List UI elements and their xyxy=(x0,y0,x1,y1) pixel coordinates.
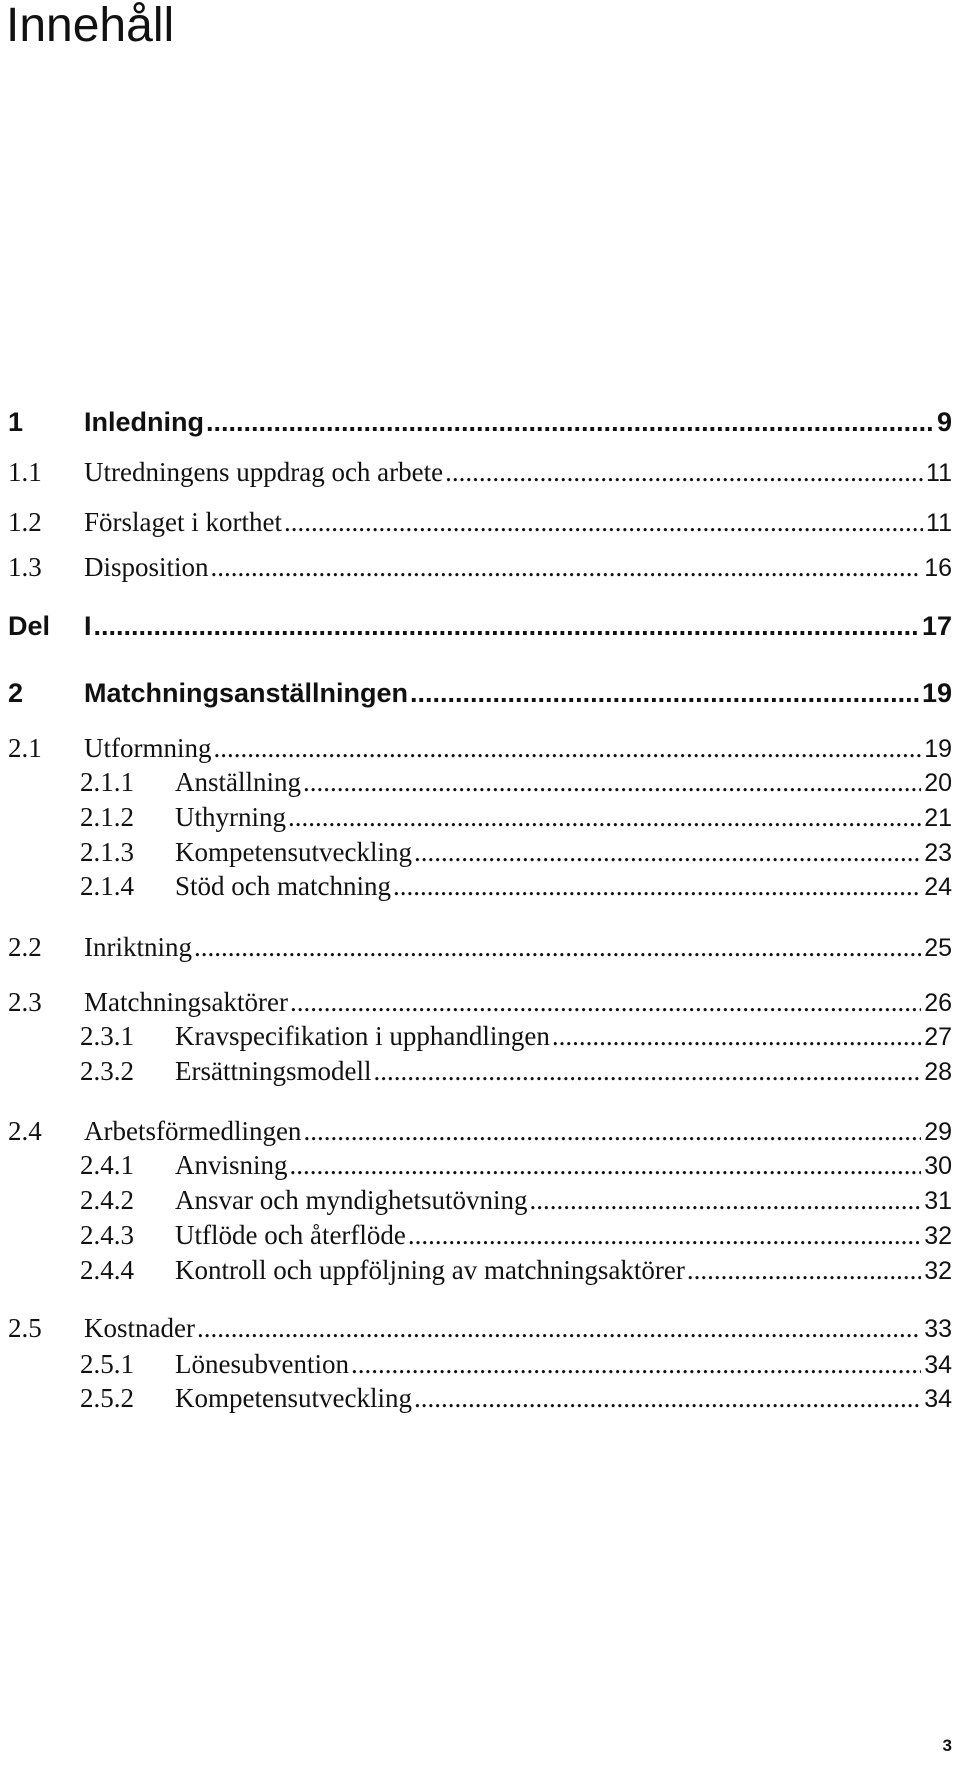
toc-entry-page: 30 xyxy=(924,1152,952,1180)
toc-entry-page: 26 xyxy=(924,989,952,1017)
dot-leader xyxy=(552,1019,921,1053)
toc-entry-number: 1.3 xyxy=(8,552,42,582)
page-number: 3 xyxy=(942,1736,952,1755)
toc-entry[interactable] xyxy=(8,505,952,539)
dot-leader xyxy=(290,1148,922,1182)
toc-entry-title: Utformning xyxy=(84,733,212,763)
toc-entry-number: 2.1.2 xyxy=(80,802,134,832)
toc-entry-number: 2.5 xyxy=(8,1313,42,1343)
toc-entry[interactable] xyxy=(80,800,952,834)
toc-entry-title: Inriktning xyxy=(84,932,192,962)
toc-entry[interactable] xyxy=(8,1311,952,1345)
toc-entry-number: 2.1.1 xyxy=(80,767,134,797)
toc-entry-number: 2.1 xyxy=(8,733,42,763)
dot-leader xyxy=(687,1253,921,1287)
dot-leader xyxy=(214,731,922,765)
toc-entry[interactable] xyxy=(8,1114,952,1148)
toc-entry-page: 24 xyxy=(924,873,952,901)
toc-entry-page: 32 xyxy=(924,1257,952,1285)
toc-entry-number: 2.3.2 xyxy=(80,1056,134,1086)
dot-leader xyxy=(290,985,921,1019)
dot-leader xyxy=(206,405,934,439)
dot-leader xyxy=(303,765,921,799)
dot-leader xyxy=(284,505,923,539)
toc-entry-number: 2.1.3 xyxy=(80,837,134,867)
toc-entry-title: Inledning xyxy=(84,407,204,437)
toc-entry-page: 34 xyxy=(924,1385,952,1413)
toc-entry[interactable] xyxy=(8,455,952,489)
toc-entry-page: 17 xyxy=(921,611,952,641)
toc-entry-page: 25 xyxy=(924,934,952,962)
toc-entry[interactable] xyxy=(80,1253,952,1287)
toc-entry-number: 2.4.1 xyxy=(80,1150,134,1180)
page-title: Innehåll xyxy=(6,0,175,52)
dot-leader xyxy=(373,1054,921,1088)
toc-entry[interactable] xyxy=(80,869,952,903)
toc-entry[interactable] xyxy=(8,609,952,643)
toc-entry-title: Kompetensutveckling xyxy=(175,837,412,867)
dot-leader xyxy=(445,455,923,489)
toc-entry-page: 11 xyxy=(926,509,952,537)
toc-entry[interactable] xyxy=(8,405,952,439)
toc-entry-number: 2.1.4 xyxy=(80,871,134,901)
dot-leader xyxy=(288,800,921,834)
toc-entry-number: 2.2 xyxy=(8,932,42,962)
toc-entry-title: Arbetsförmedlingen xyxy=(84,1116,302,1146)
toc-entry[interactable] xyxy=(80,1183,952,1217)
toc-entry-title: Ansvar och myndighetsutövning xyxy=(175,1185,528,1215)
toc-entry[interactable] xyxy=(80,835,952,869)
toc-entry[interactable] xyxy=(80,1148,952,1182)
toc-entry[interactable] xyxy=(8,930,952,964)
toc-entry-title: Stöd och matchning xyxy=(175,871,391,901)
toc-entry-page: 29 xyxy=(924,1118,952,1146)
toc-entry-page: 19 xyxy=(924,735,952,763)
toc-entry-page: 27 xyxy=(924,1023,952,1051)
toc-entry[interactable] xyxy=(80,765,952,799)
toc-entry-title: Utredningens uppdrag och arbete xyxy=(84,457,444,487)
toc-entry-page: 20 xyxy=(924,769,952,797)
toc-entry-title: Uthyrning xyxy=(175,802,286,832)
toc-entry-title: Matchningsanställningen xyxy=(84,678,409,708)
toc-entry-page: 21 xyxy=(924,804,952,832)
dot-leader xyxy=(197,1311,921,1345)
toc-entry-number: 2.4 xyxy=(8,1116,42,1146)
toc-entry[interactable] xyxy=(8,550,952,584)
toc-entry[interactable] xyxy=(80,1054,952,1088)
toc-entry[interactable] xyxy=(8,985,952,1019)
toc-entry-page: 11 xyxy=(926,459,952,487)
toc-entry-title: Matchningsaktörer xyxy=(84,987,288,1017)
toc-entry-page: 31 xyxy=(924,1187,952,1215)
toc-entry-number: 1.1 xyxy=(8,457,42,487)
toc-entry-title: Anvisning xyxy=(175,1150,288,1180)
toc-entry-title: Utflöde och återflöde xyxy=(175,1220,406,1250)
toc-entry-page: 33 xyxy=(924,1315,952,1343)
toc-entry-number: 2.5.2 xyxy=(80,1383,134,1413)
dot-leader xyxy=(351,1347,921,1381)
toc-entry-page: 34 xyxy=(924,1351,952,1379)
toc-entry[interactable] xyxy=(8,731,952,765)
toc-entry-number: 2.3.1 xyxy=(80,1021,134,1051)
toc-entry[interactable] xyxy=(80,1381,952,1415)
toc-entry-number: 2.3 xyxy=(8,987,42,1017)
toc-entry-number: Del xyxy=(8,611,51,641)
toc-entry-number: 1 xyxy=(8,407,24,437)
toc-entry-title: Kontroll och uppföljning av matchningsaktörer xyxy=(175,1255,685,1285)
toc-entry-number: 2 xyxy=(8,678,24,708)
toc-entry[interactable] xyxy=(80,1347,952,1381)
dot-leader xyxy=(94,609,919,643)
toc-entry-title: Kravspecifikation i upphandlingen xyxy=(175,1021,550,1051)
toc-entry[interactable] xyxy=(80,1218,952,1252)
dot-leader xyxy=(303,1114,921,1148)
toc-entry-title: Lönesubvention xyxy=(175,1349,349,1379)
toc-entry-title: Disposition xyxy=(84,552,209,582)
toc-entry-title: Ersättningsmodell xyxy=(175,1056,372,1086)
dot-leader xyxy=(414,1381,921,1415)
dot-leader xyxy=(408,1218,921,1252)
toc-entry-page: 23 xyxy=(924,839,952,867)
toc-entry-page: 19 xyxy=(921,678,952,708)
toc-entry-page: 32 xyxy=(924,1222,952,1250)
toc-entry-title: I xyxy=(84,611,92,641)
toc-entry-title: Anställning xyxy=(175,767,301,797)
toc-entry-number: 2.4.4 xyxy=(80,1255,134,1285)
toc-entry-number: 1.2 xyxy=(8,507,42,537)
dot-leader xyxy=(410,676,919,710)
toc-entry-page: 9 xyxy=(936,407,952,437)
dot-leader xyxy=(393,869,921,903)
toc-entry-title: Förslaget i korthet xyxy=(84,507,282,537)
toc-entry-title: Kostnader xyxy=(84,1313,195,1343)
toc-entry-page: 16 xyxy=(924,554,952,582)
toc-entry-number: 2.4.3 xyxy=(80,1220,134,1250)
toc-entry-number: 2.4.2 xyxy=(80,1185,134,1215)
toc-entry-number: 2.5.1 xyxy=(80,1349,134,1379)
toc-entry[interactable] xyxy=(80,1019,952,1053)
toc-entry-title: Kompetensutveckling xyxy=(175,1383,412,1413)
dot-leader xyxy=(529,1183,921,1217)
toc-entry[interactable] xyxy=(8,676,952,710)
dot-leader xyxy=(414,835,921,869)
dot-leader xyxy=(194,930,921,964)
toc-entry-page: 28 xyxy=(924,1058,952,1086)
dot-leader xyxy=(211,550,922,584)
